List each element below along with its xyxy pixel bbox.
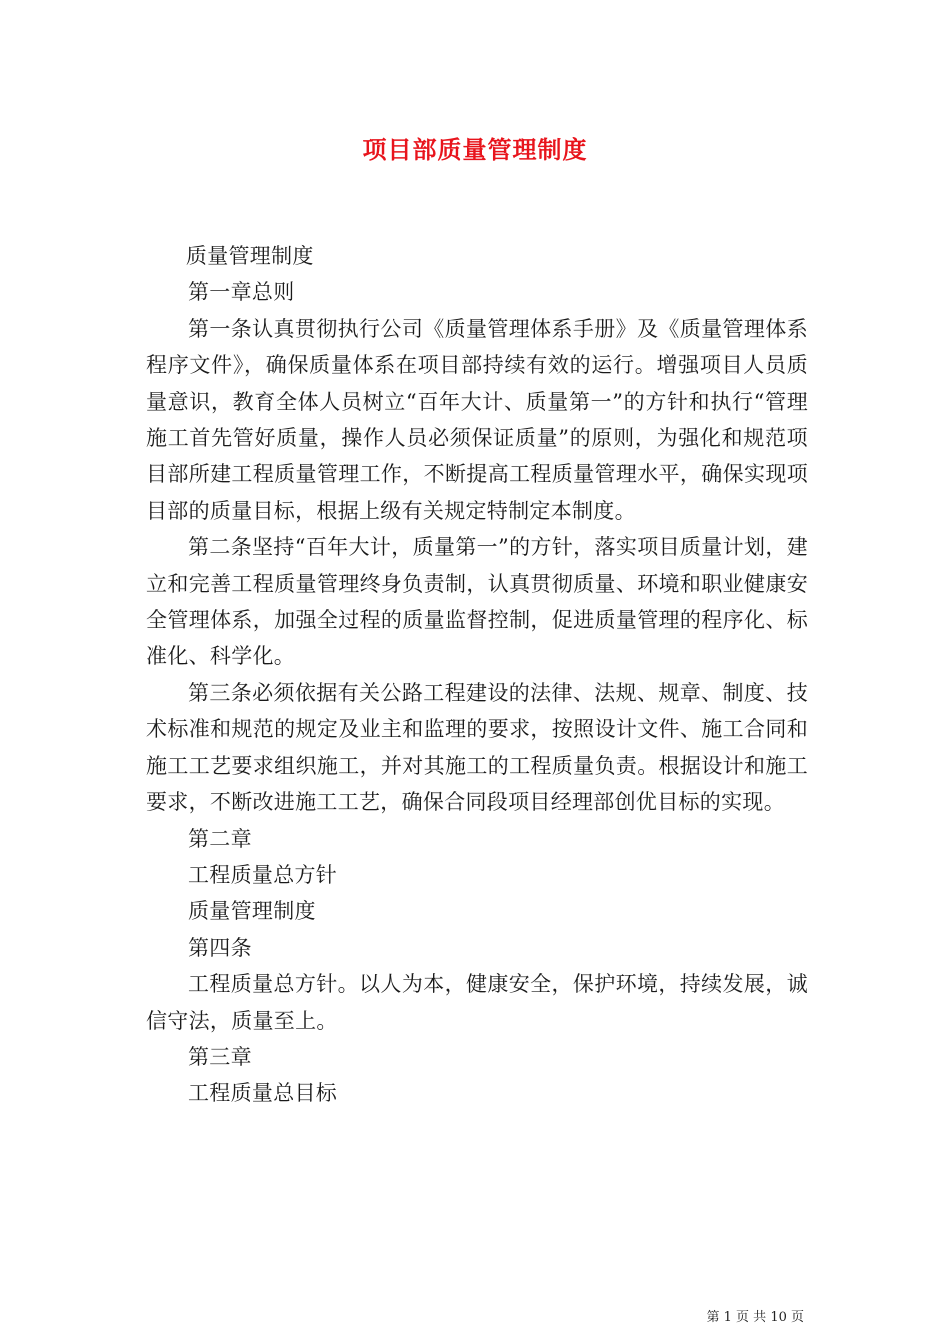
page-number: 第 1 页 共 10 页 — [706, 1310, 804, 1325]
paragraph: 工程质量总方针。以人为本，健康安全，保护环境，持续发展，诚信守法，质量至上。 — [146, 972, 808, 1033]
paragraph: 第三条必须依据有关公路工程建设的法律、法规、规章、制度、技术标准和规范的规定及业主和监理的要求，按照设计文件、施工合同和施工工艺要求组织施工，并对其施工的工程质量负责。根据设计和施工要求，不断改进施工工艺，确保合同段项目经理部创优目标的实现。 — [146, 680, 808, 815]
chapter-heading: 第三章 — [188, 1044, 252, 1069]
paragraph: 工程质量总目标 — [188, 1081, 338, 1106]
paragraph: 质量管理制度 — [185, 244, 314, 268]
chapter-heading: 第二章 — [188, 826, 252, 851]
paragraph: 第一条认真贯彻执行公司《质量管理体系手册》及《质量管理体系程序文件》，确保质量体系在项目部持续有效的运行。增强项目人员质量意识，教育全体人员树立“百年大计、质量第一”的方针和执行“管理施工首先管好质量，操作人员必须保证质量”的原则，为强化和规范项目部所建工程质量管理工作，不断提高工程质量管理水平，确保实现项目部的质量目标，根据上级有关规定特制定本制度。 — [146, 316, 808, 523]
paragraph: 质量管理制度 — [188, 899, 316, 924]
document-body — [146, 238, 808, 1112]
paragraph: 第二条坚持“百年大计，质量第一”的方针，落实项目质量计划，建立和完善工程质量管理终身负责制，认真贯彻质量、环境和职业健康安全管理体系，加强全过程的质量监督控制，促进质量管理的程序化、标准化、科学化。 — [146, 535, 808, 669]
document-title: 项目部质量管理制度 — [362, 135, 588, 164]
chapter-heading: 第一章总则 — [188, 280, 295, 305]
paragraph: 工程质量总方针 — [188, 862, 338, 887]
article-heading: 第四条 — [188, 935, 252, 960]
